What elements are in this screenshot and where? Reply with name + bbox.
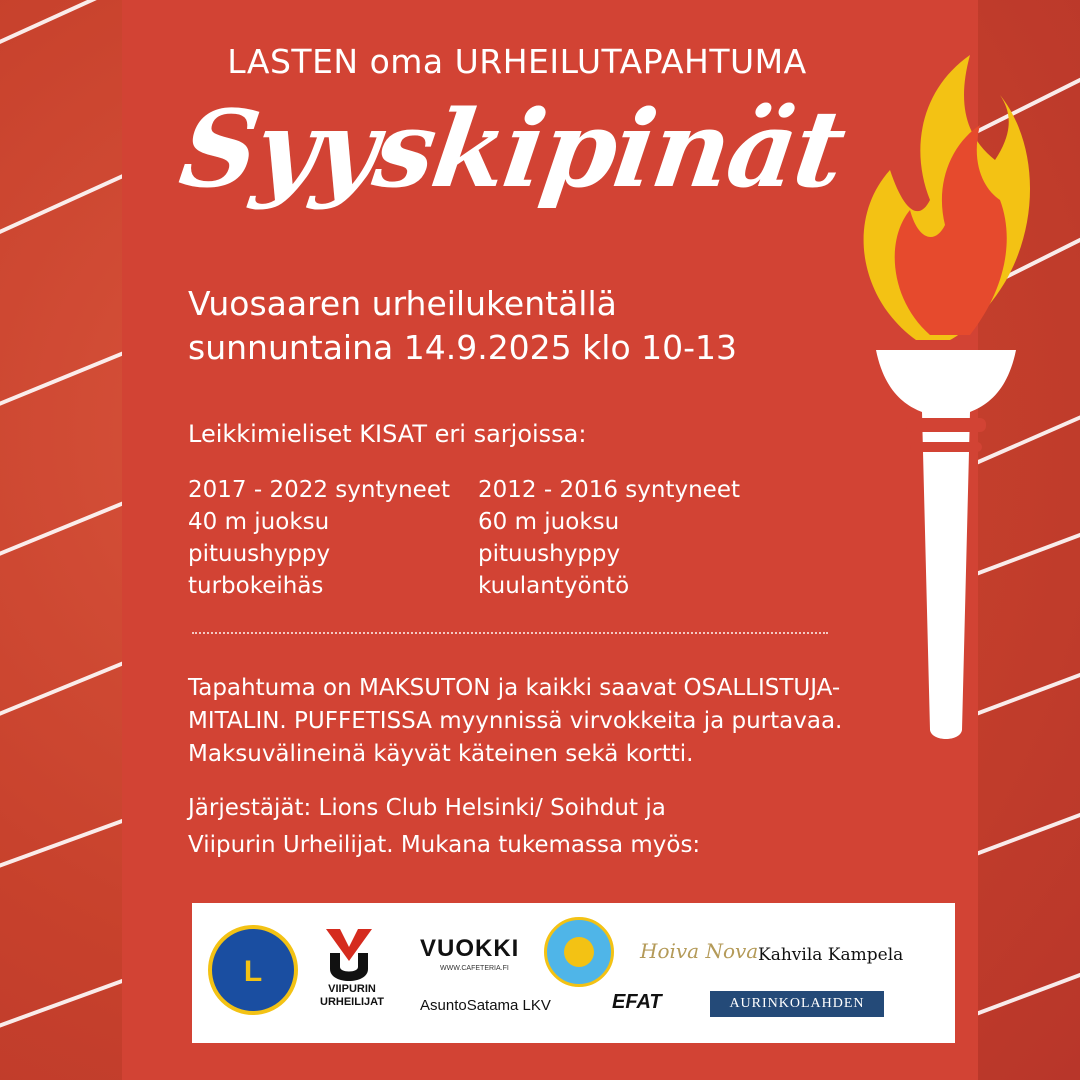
- info-paragraph: [188, 672, 908, 771]
- viipuri-logo-icon: [322, 927, 376, 981]
- category-heading: 2012 - 2016 syntyneet: [478, 477, 740, 503]
- dotted-divider: [192, 632, 828, 634]
- organizers-line: Viipurin Urheilijat. Mukana tukemassa myös:: [188, 832, 701, 858]
- event-title: Syyskipinät: [173, 86, 852, 211]
- date-line: sunnuntaina 14.9.2025 klo 10-13: [188, 328, 738, 367]
- viipuri-logo-text: [310, 983, 394, 1009]
- event-item: turbokeihäs: [188, 573, 324, 599]
- viipuri-line: VIIPURIN: [328, 983, 376, 995]
- event-item: 40 m juoksu: [188, 509, 330, 535]
- event-item: pituushyppy: [478, 541, 621, 567]
- venue-line: Vuosaaren urheilukentällä: [188, 284, 617, 323]
- lions-logo-letter: L: [243, 955, 263, 988]
- category-column-older: [478, 474, 740, 602]
- lions-logo: [208, 925, 298, 1015]
- efat-logo: EFAT: [612, 991, 662, 1013]
- info-line: Maksuvälineinä käyvät käteinen sekä kortti.: [188, 741, 694, 767]
- category-heading: 2017 - 2022 syntyneet: [188, 477, 450, 503]
- info-line: MITALIN. PUFFETISSA myynnissä virvokkeita ja purtavaa.: [188, 708, 843, 734]
- venue-block: [188, 282, 737, 370]
- organizers-paragraph: [188, 790, 828, 864]
- vuokki-logo: VUOKKI: [420, 935, 520, 962]
- sponsor-strip: [192, 903, 955, 1043]
- vuokki-url: WWW.CAFETERIA.FI: [440, 965, 509, 972]
- event-kicker: LASTEN oma URHEILUTAPAHTUMA: [227, 42, 807, 81]
- asuntosatama-logo: AsuntoSatama LKV: [420, 997, 551, 1014]
- info-line: Tapahtuma on MAKSUTON ja kaikki saavat OSALLISTUJA-: [188, 675, 841, 701]
- viipuri-line: URHEILIJAT: [320, 996, 384, 1008]
- kahvila-kampela-logo: Kahvila Kampela: [758, 945, 904, 965]
- event-item: pituushyppy: [188, 541, 331, 567]
- bicycle-icon: [544, 917, 614, 987]
- aurinkolahden-laki-logo: AURINKOLAHDEN LAKI: [710, 991, 884, 1017]
- event-item: kuulantyöntö: [478, 573, 630, 599]
- torch-icon: [850, 50, 1040, 750]
- hoiva-nova-logo: Hoiva Nova: [640, 939, 759, 963]
- competition-intro: Leikkimieliset KISAT eri sarjoissa:: [188, 420, 587, 448]
- category-column-younger: [188, 474, 450, 602]
- event-item: 60 m juoksu: [478, 509, 620, 535]
- organizers-line: Järjestäjät: Lions Club Helsinki/ Soihdut ja: [188, 795, 666, 821]
